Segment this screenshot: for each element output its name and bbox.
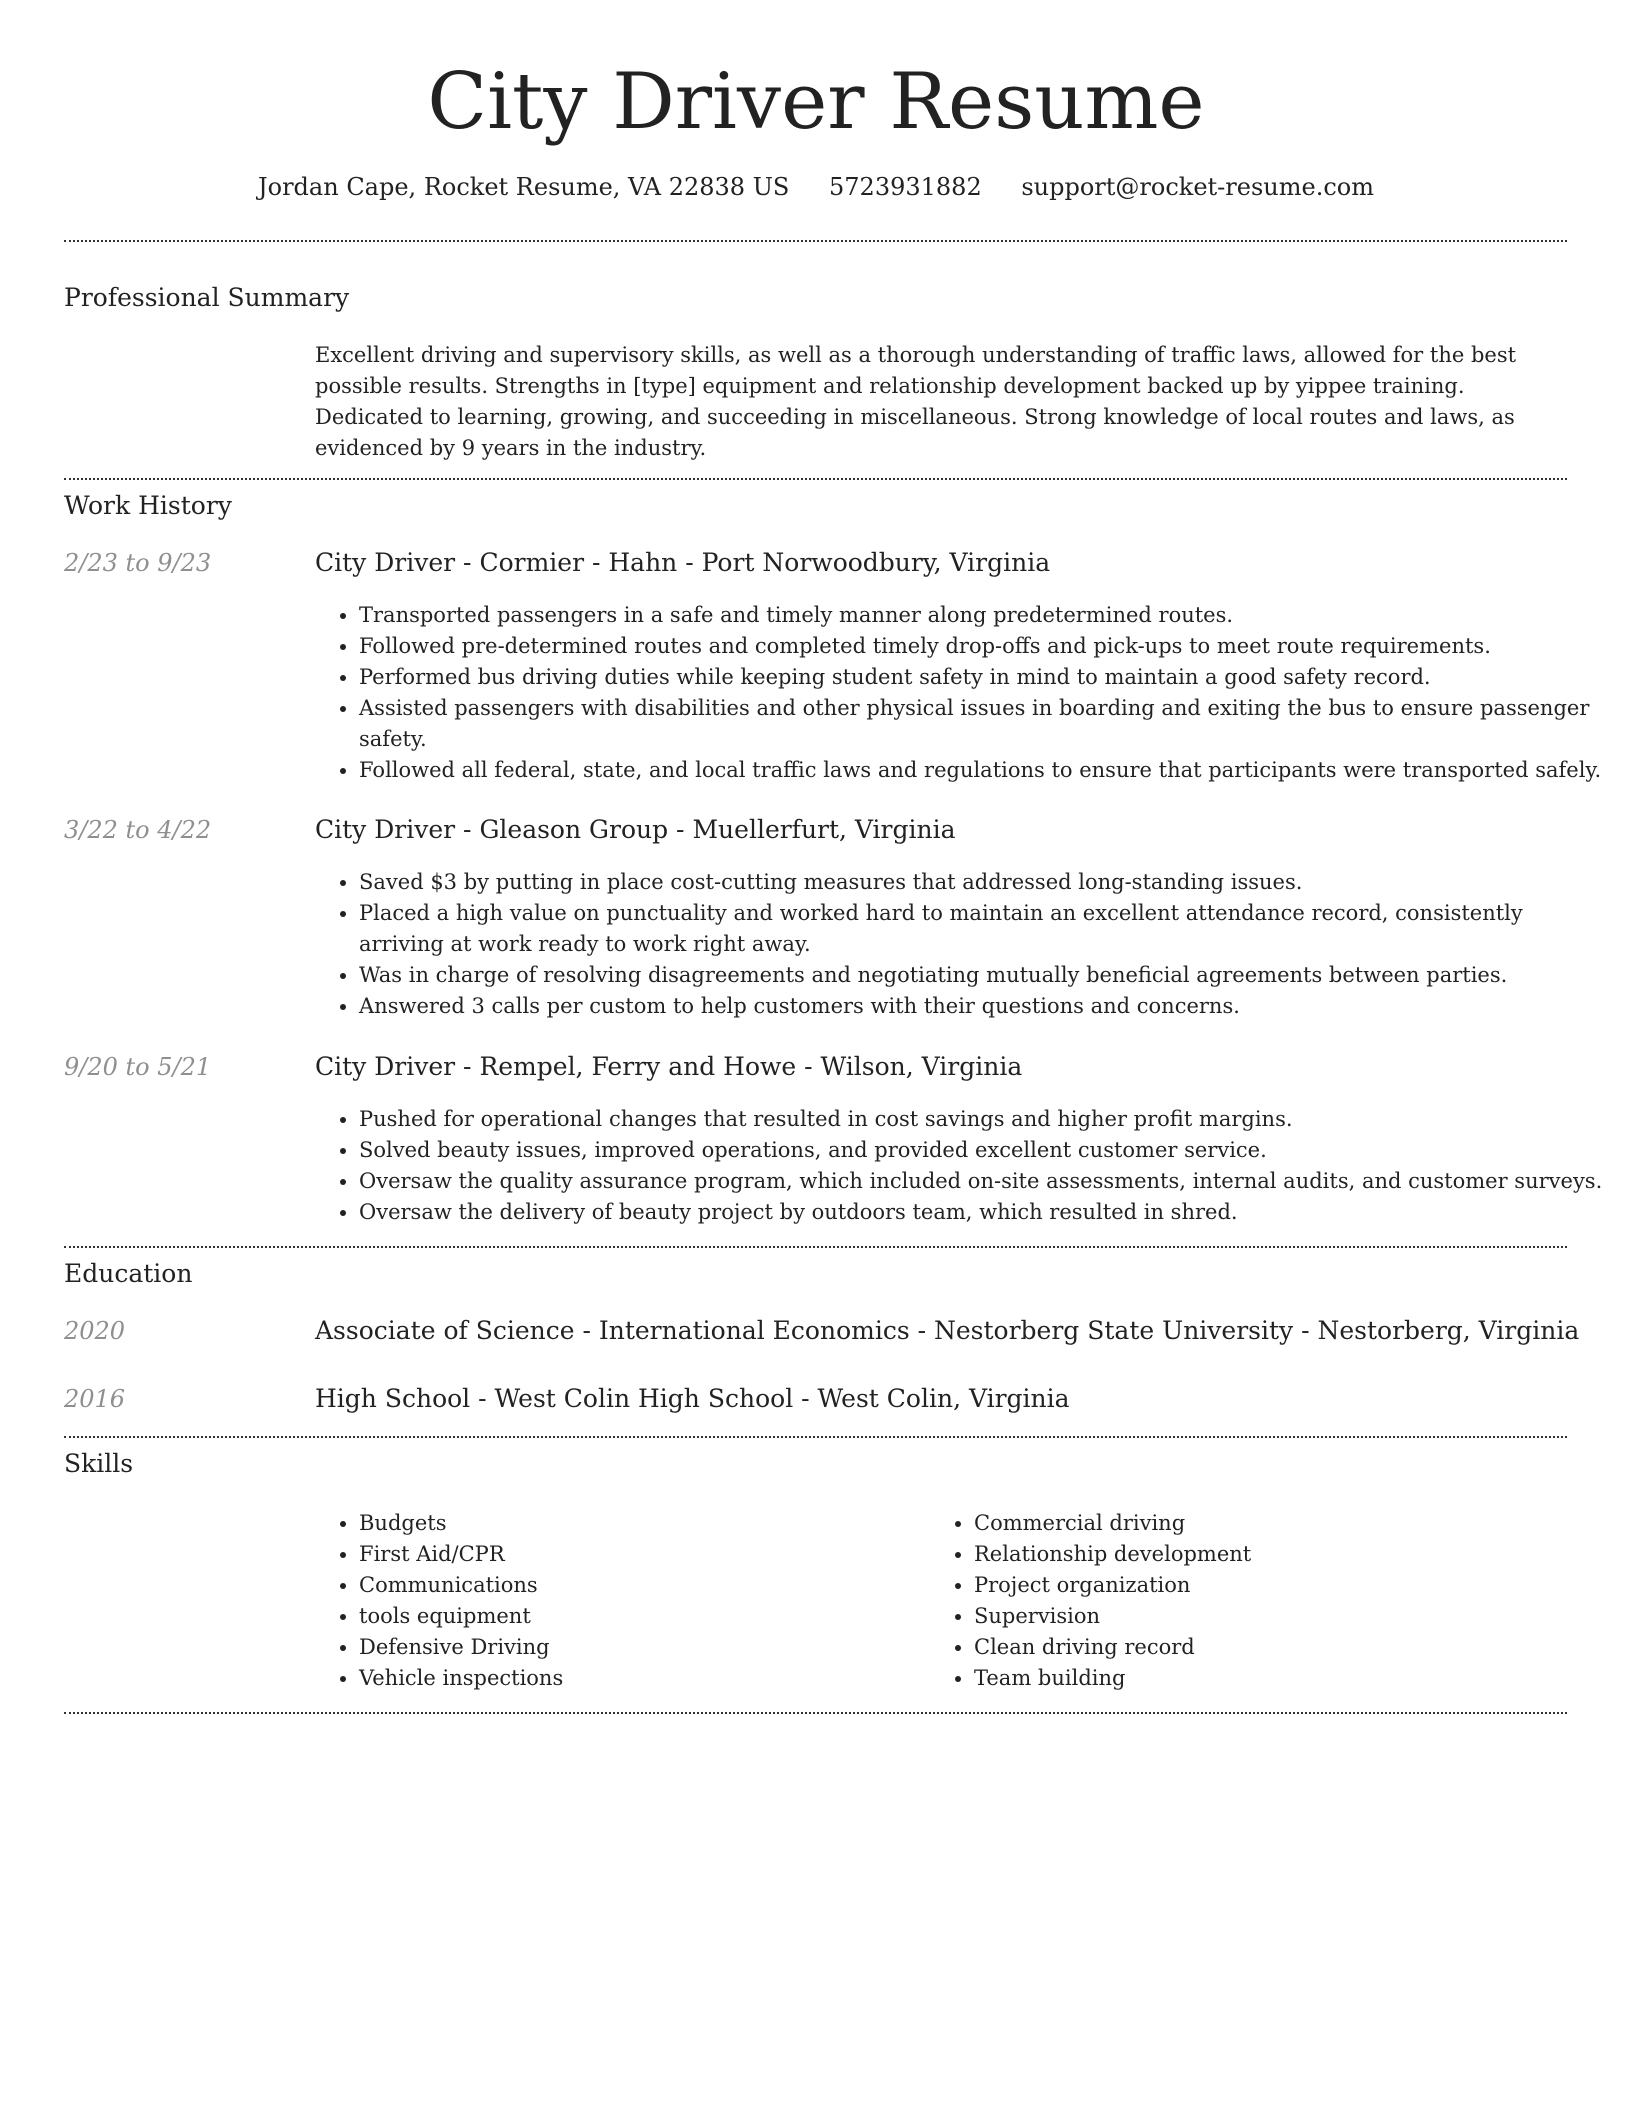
list-item: • Placed a high value on punctuality and worked hard to maintain an excellent attendance record, consistently arriving at work ready to work right away. xyxy=(359,898,1611,960)
list-item: • Assisted passengers with disabilities and other physical issues in boarding and exiting the bus to ensure passenger safety. xyxy=(359,693,1611,755)
skill-item: • Communications xyxy=(359,1570,919,1601)
job-title: City Driver - Gleason Group - Muellerfurt, Virginia xyxy=(315,815,956,844)
list-item: • Oversaw the delivery of beauty project by outdoors team, which resulted in shred. xyxy=(359,1197,1611,1228)
skills-list-right xyxy=(930,1508,1534,1694)
summary-text: Excellent driving and supervisory skills, as well as a thorough understanding of traffic laws, allowed for the best possible results. Strengths in [type] equipment and relationship development backed up by yippee training. Dedicated to learning, growing, and succeeding in miscellaneous. Strong knowledge of local routes and laws, as evidenced by 9 years in the industry. xyxy=(315,343,1517,460)
skill-item: • Commercial driving xyxy=(974,1508,1534,1539)
job-bullets xyxy=(315,600,1611,786)
section-heading-skills: Skills xyxy=(64,1449,134,1478)
contact-line xyxy=(0,170,1632,204)
job-bullets xyxy=(315,867,1611,1022)
section-heading-summary: Professional Summary xyxy=(64,283,350,312)
skill-item: • Defensive Driving xyxy=(359,1632,919,1663)
skill-item: • Budgets xyxy=(359,1508,919,1539)
divider xyxy=(64,478,1567,480)
skill-item: • Supervision xyxy=(974,1601,1534,1632)
list-item: • Pushed for operational changes that resulted in cost savings and higher profit margins. xyxy=(359,1104,1611,1135)
contact-email: support@rocket-resume.com xyxy=(1021,173,1374,201)
job-date: 3/22 to 4/22 xyxy=(64,816,212,844)
skill-item: • Vehicle inspections xyxy=(359,1663,919,1694)
list-item: • Followed pre-determined routes and completed timely drop-offs and pick-ups to meet route requirements. xyxy=(359,631,1611,662)
job-date: 9/20 to 5/21 xyxy=(64,1053,212,1081)
skill-item: • Relationship development xyxy=(974,1539,1534,1570)
resume-title: City Driver Resume xyxy=(427,57,1205,147)
skill-item: • Team building xyxy=(974,1663,1534,1694)
job-title: City Driver - Rempel, Ferry and Howe - Wilson, Virginia xyxy=(315,1052,1023,1081)
list-item: • Oversaw the quality assurance program, which included on-site assessments, internal audits, and customer surveys. xyxy=(359,1166,1611,1197)
skills-list-left xyxy=(315,1508,919,1694)
divider xyxy=(64,1246,1567,1248)
contact-address: Jordan Cape, Rocket Resume, VA 22838 US xyxy=(258,173,790,201)
divider xyxy=(64,240,1567,242)
list-item: • Solved beauty issues, improved operations, and provided excellent customer service. xyxy=(359,1135,1611,1166)
section-heading-education: Education xyxy=(64,1259,193,1288)
section-heading-work: Work History xyxy=(64,491,232,520)
skill-item: • First Aid/CPR xyxy=(359,1539,919,1570)
skill-item: • Clean driving record xyxy=(974,1632,1534,1663)
list-item: • Was in charge of resolving disagreements and negotiating mutually beneficial agreements between parties. xyxy=(359,960,1611,991)
education-date: 2020 xyxy=(64,1317,126,1345)
contact-phone: 5723931882 xyxy=(829,173,982,201)
education-title: High School - West Colin High School - West Colin, Virginia xyxy=(315,1384,1070,1413)
job-title: City Driver - Cormier - Hahn - Port Norwoodbury, Virginia xyxy=(315,548,1051,577)
skill-item: • Project organization xyxy=(974,1570,1534,1601)
list-item: • Saved $3 by putting in place cost-cutting measures that addressed long-standing issues. xyxy=(359,867,1611,898)
education-date: 2016 xyxy=(64,1385,126,1413)
list-item: • Answered 3 calls per custom to help customers with their questions and concerns. xyxy=(359,991,1611,1022)
skill-item: • tools equipment xyxy=(359,1601,919,1632)
divider xyxy=(64,1712,1567,1714)
list-item: • Transported passengers in a safe and timely manner along predetermined routes. xyxy=(359,600,1611,631)
list-item: • Performed bus driving duties while keeping student safety in mind to maintain a good safety record. xyxy=(359,662,1611,693)
job-date: 2/23 to 9/23 xyxy=(64,549,212,577)
education-title: Associate of Science - International Economics - Nestorberg State University - Nestorberg, Virginia xyxy=(315,1316,1580,1345)
job-bullets xyxy=(315,1104,1611,1228)
list-item: • Followed all federal, state, and local traffic laws and regulations to ensure that participants were transported safely. xyxy=(359,755,1611,786)
divider xyxy=(64,1436,1567,1438)
